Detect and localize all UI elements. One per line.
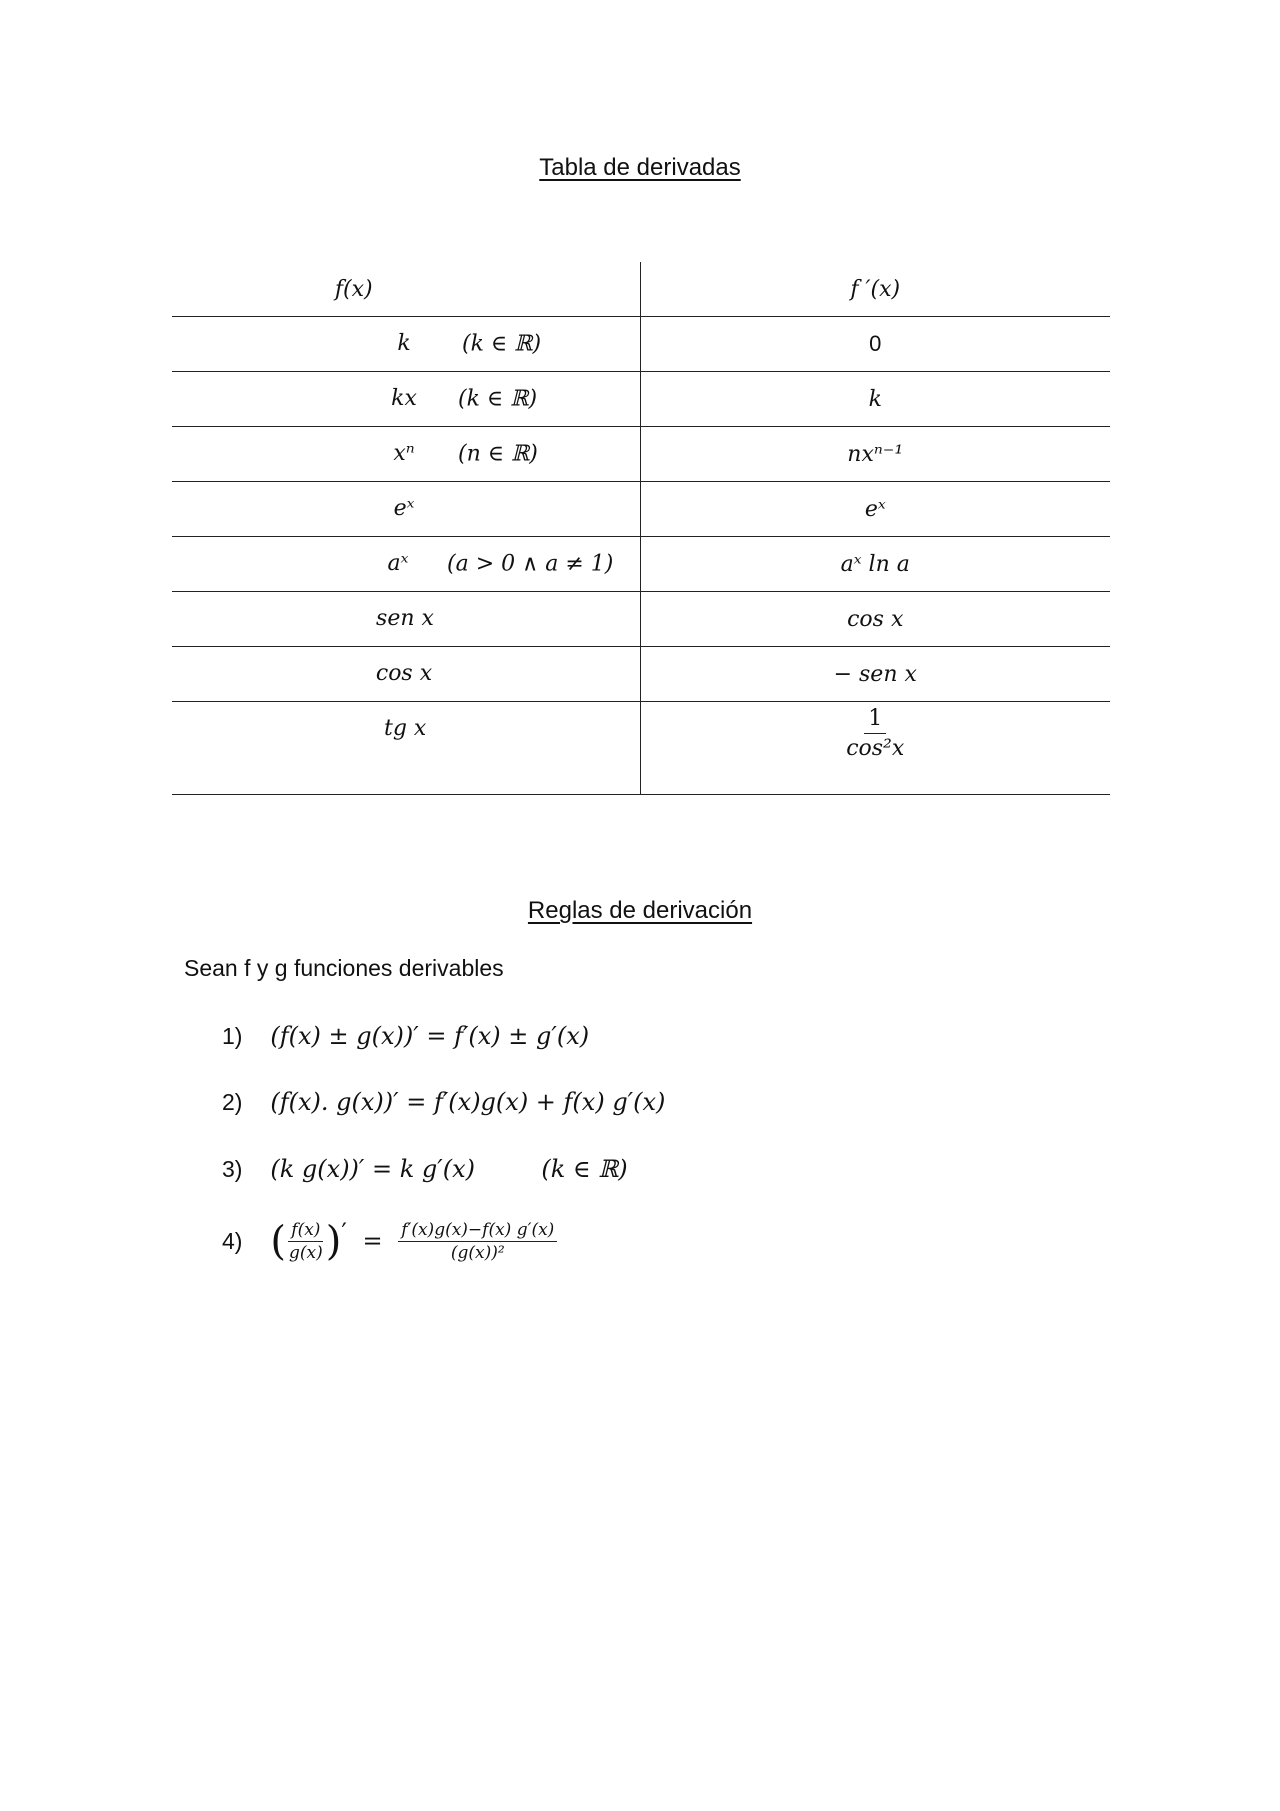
cell-f: eˣ	[172, 482, 640, 537]
cell-f: kx (k ∈ ℝ)	[172, 372, 640, 427]
table-row	[172, 592, 1110, 647]
rules-intro: Sean f y g funciones derivables	[184, 955, 504, 981]
cell-derivative	[640, 702, 1110, 795]
rule-expression: ( $\frac{f(x)}{g(x)}$ )′ = $\frac{f'(x)g(x)-f(x) g'(x)}{\text{(g(x))²}}$	[270, 1226, 557, 1254]
header-dfx: f ′(x)	[850, 277, 901, 302]
rule-condition: (k ∈ ℝ)	[541, 1155, 628, 1183]
cell-f: aˣ (a > 0 ∧ a ≠ 1)	[172, 537, 640, 592]
cell-f: cos x	[172, 647, 640, 702]
cell-f: tg x	[172, 702, 640, 795]
header-fx: f(x)	[172, 262, 640, 317]
rule-label: 2)	[222, 1089, 243, 1115]
rule-expression: (f(x). g(x))′ = f′(x)g(x) + f(x) g′(x)	[270, 1088, 666, 1116]
cell-f: sen x	[172, 592, 640, 647]
rule-label: 3)	[222, 1156, 243, 1182]
cell-f: xⁿ (n ∈ ℝ)	[172, 427, 640, 482]
rule-item	[222, 1088, 665, 1116]
rule-expression: (f(x) ± g(x))′ = f′(x) ± g′(x)	[270, 1022, 590, 1050]
rule-label: 4)	[222, 1227, 243, 1254]
table-header-row	[172, 262, 1110, 317]
table-row	[172, 372, 1110, 427]
rhs-fraction: $\frac{f'(x)g(x)-f(x) g'(x)}{\text{(g(x))²}}$	[398, 1220, 557, 1263]
cell-derivative: − sen x	[640, 647, 1110, 702]
table-row	[172, 317, 1110, 372]
table-title-text: Tabla de derivadas	[539, 154, 741, 181]
cell-derivative: cos x	[640, 592, 1110, 647]
rule-item	[222, 1155, 628, 1183]
table-row	[172, 537, 1110, 592]
table-row	[172, 482, 1110, 537]
cell-derivative: aˣ ln a	[640, 537, 1110, 592]
rules-title	[0, 897, 1280, 925]
cell-derivative: 0	[640, 317, 1110, 372]
cell-f: k (k ∈ ℝ)	[172, 317, 640, 372]
lhs-fraction: $\frac{f(x)}{g(x)}$	[289, 1219, 323, 1263]
fraction: $\frac{1}{\text{cos²x}}$	[846, 706, 905, 761]
cell-derivative: nxⁿ⁻¹	[640, 427, 1110, 482]
rule-label: 1)	[222, 1023, 243, 1049]
table-row	[172, 427, 1110, 482]
table-title	[0, 154, 1280, 182]
table-row	[172, 702, 1110, 795]
table-row	[172, 647, 1110, 702]
rule-expression: (k g(x))′ = k g′(x)	[270, 1155, 475, 1183]
rule-item	[222, 1218, 557, 1264]
cell-derivative: eˣ	[640, 482, 1110, 537]
rule-item	[222, 1022, 589, 1050]
rules-title-text: Reglas de derivación	[527, 897, 753, 924]
derivatives-table	[172, 262, 1110, 795]
cell-derivative: k	[640, 372, 1110, 427]
